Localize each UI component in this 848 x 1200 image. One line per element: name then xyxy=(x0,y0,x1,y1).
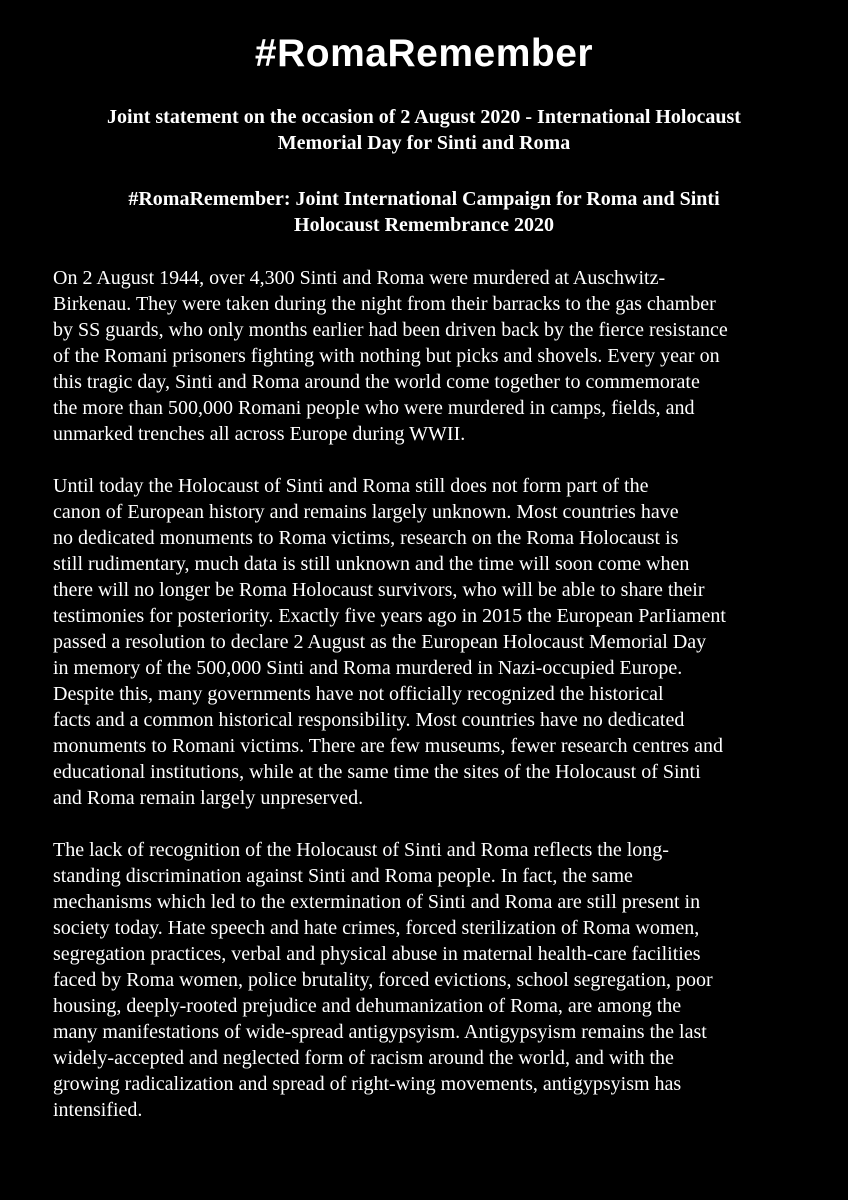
text-line: the more than 500,000 Romani people who were murdered in camps, fields, and xyxy=(53,397,695,419)
text-line: growing radicalization and spread of right-wing movements, antigypsyism has xyxy=(53,1073,682,1095)
paragraph-auschwitz xyxy=(53,265,803,447)
text-line: facts and a common historical responsibility. Most countries have no dedicated xyxy=(53,709,685,731)
text-line: unmarked trenches all across Europe during WWII. xyxy=(53,423,466,445)
text-line: standing discrimination against Sinti and Roma people. In fact, the same xyxy=(53,865,633,887)
text-line: society today. Hate speech and hate crimes, forced sterilization of Roma women, xyxy=(53,917,700,939)
campaign-subheading-line: #RomaRemember: Joint International Campaign for Roma and Sinti xyxy=(128,188,720,210)
text-line: this tragic day, Sinti and Roma around the world come together to commemorate xyxy=(53,371,700,393)
paragraph-discrimination xyxy=(53,837,803,1123)
text-line: still rudimentary, much data is still unknown and the time will soon come when xyxy=(53,553,690,575)
text-line: in memory of the 500,000 Sinti and Roma murdered in Nazi-occupied Europe. xyxy=(53,657,683,679)
statement-subheading-line: Joint statement on the occasion of 2 August 2020 - International Holocaust xyxy=(107,106,741,128)
text-line: there will no longer be Roma Holocaust survivors, who will be able to share their xyxy=(53,579,705,601)
text-line: housing, deeply-rooted prejudice and dehumanization of Roma, are among the xyxy=(53,995,682,1017)
text-line: by SS guards, who only months earlier had been driven back by the fierce resistance xyxy=(53,319,728,341)
campaign-subheading xyxy=(60,186,788,238)
text-line: testimonies for posteriority. Exactly five years ago in 2015 the European ParIiament xyxy=(53,605,726,627)
text-line: monuments to Romani victims. There are few museums, fewer research centres and xyxy=(53,735,723,757)
statement-subheading-line: Memorial Day for Sinti and Roma xyxy=(277,132,571,154)
text-line: canon of European history and remains largely unknown. Most countries have xyxy=(53,501,679,523)
text-line: Birkenau. They were taken during the night from their barracks to the gas chamber xyxy=(53,293,716,315)
text-line: segregation practices, verbal and physical abuse in maternal health-care facilities xyxy=(53,943,701,965)
text-line: Until today the Holocaust of Sinti and Roma still does not form part of the xyxy=(53,475,649,497)
text-line: no dedicated monuments to Roma victims, research on the Roma Holocaust is xyxy=(53,527,679,549)
text-line: mechanisms which led to the extermination of Sinti and Roma are still present in xyxy=(53,891,701,913)
campaign-subheading-line: Holocaust Remembrance 2020 xyxy=(294,214,554,236)
statement-subheading xyxy=(60,104,788,156)
text-line: of the Romani prisoners fighting with nothing but picks and shovels. Every year on xyxy=(53,345,720,367)
text-line: educational institutions, while at the same time the sites of the Holocaust of Sinti xyxy=(53,761,701,783)
text-line: widely-accepted and neglected form of racism around the world, and with the xyxy=(53,1047,674,1069)
text-line: passed a resolution to declare 2 August as the European Holocaust Memorial Day xyxy=(53,631,707,653)
text-line: On 2 August 1944, over 4,300 Sinti and Roma were murdered at Auschwitz- xyxy=(53,267,666,289)
text-line: faced by Roma women, police brutality, forced evictions, school segregation, poor xyxy=(53,969,713,991)
paragraph-recognition xyxy=(53,473,803,811)
text-line: intensified. xyxy=(53,1099,143,1121)
text-line: many manifestations of wide-spread antigypsyism. Antigypsyism remains the last xyxy=(53,1021,707,1043)
text-line: and Roma remain largely unpreserved. xyxy=(53,787,364,809)
text-line: The lack of recognition of the Holocaust of Sinti and Roma reflects the long- xyxy=(53,839,669,861)
text-line: Despite this, many governments have not officially recognized the historical xyxy=(53,683,664,705)
statement-body xyxy=(53,265,803,1149)
page-title: #RomaRemember xyxy=(254,32,594,75)
